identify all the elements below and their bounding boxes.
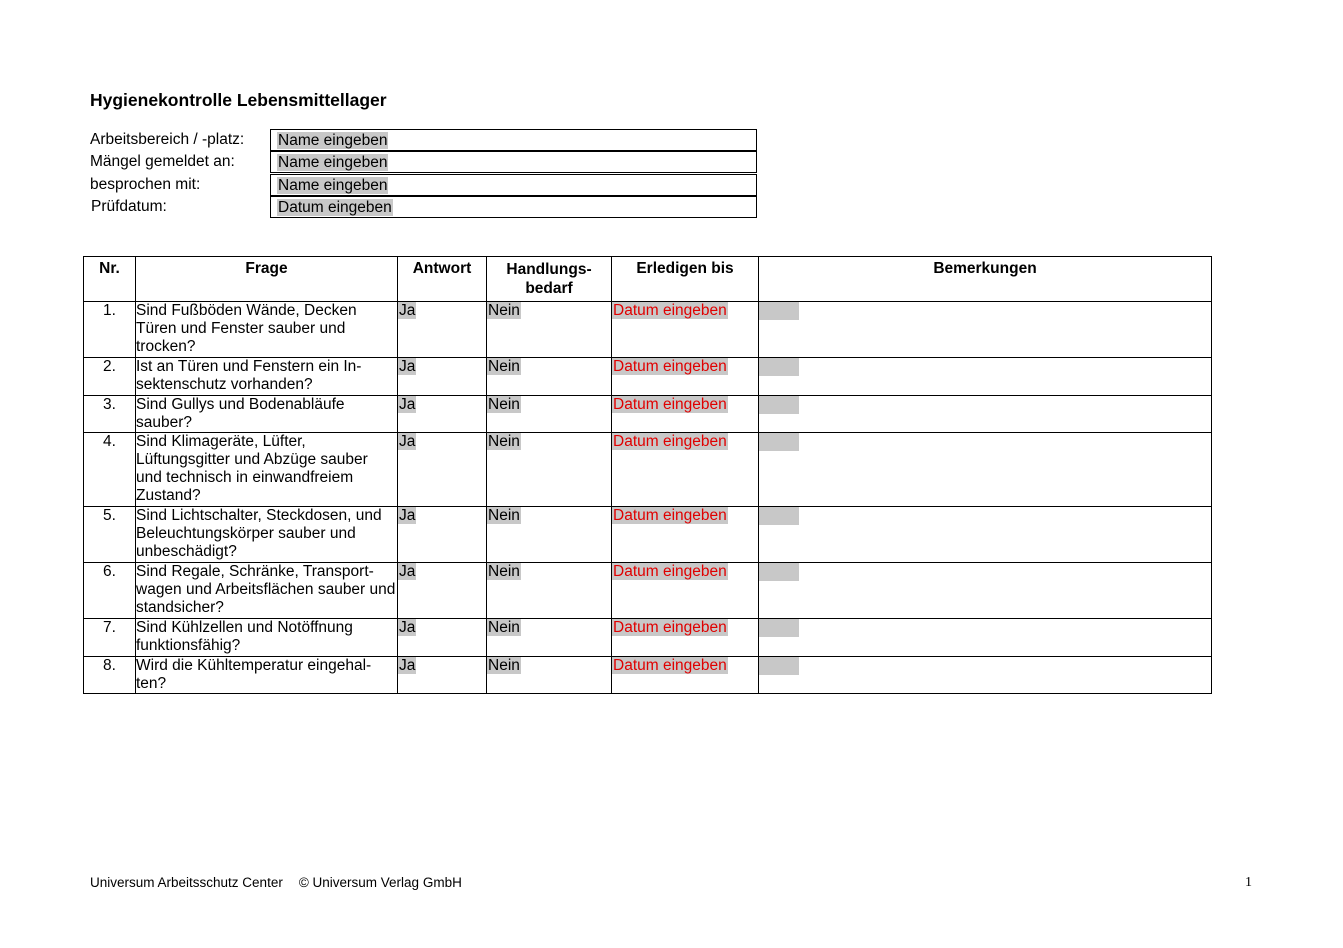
due-date-field[interactable]: Datum eingeben (613, 507, 727, 524)
answer-cell[interactable] (398, 507, 487, 563)
answer-field[interactable]: Ja (399, 433, 416, 450)
remarks-field[interactable] (759, 396, 799, 414)
row-number: 8. (84, 657, 136, 694)
document-title: Hygienekontrolle Lebensmittellager (90, 90, 387, 110)
answer-field[interactable]: Ja (399, 302, 416, 319)
action-needed-field[interactable]: Nein (488, 657, 520, 674)
due-date-cell[interactable] (612, 563, 759, 619)
due-date-cell[interactable] (612, 657, 759, 694)
table-row (84, 396, 1212, 433)
remarks-field[interactable] (759, 433, 799, 451)
remarks-cell[interactable] (759, 358, 1212, 396)
question-text: Sind Gullys und Bodenabläufe sauber? (136, 396, 398, 433)
arbeitsbereich-field[interactable] (270, 129, 757, 151)
action-needed-cell[interactable] (487, 563, 612, 619)
question-text: Sind Regale, Schränke, Transport-wagen und Arbeitsflächen sauber und standsicher? (136, 563, 398, 619)
checklist-table (83, 256, 1212, 694)
answer-field[interactable]: Ja (399, 657, 416, 674)
header-handlungsbedarf: Handlungs- bedarf (487, 257, 612, 302)
header-bemerkungen: Bemerkungen (759, 257, 1212, 302)
table-row (84, 358, 1212, 396)
answer-field[interactable]: Ja (399, 563, 416, 580)
action-needed-cell[interactable] (487, 358, 612, 396)
answer-cell[interactable] (398, 657, 487, 694)
remarks-field[interactable] (759, 657, 799, 675)
due-date-field[interactable]: Datum eingeben (613, 619, 727, 636)
remarks-field[interactable] (759, 358, 799, 376)
footer-copyright: © Universum Verlag GmbH (298, 875, 462, 890)
remarks-cell[interactable] (759, 563, 1212, 619)
header-antwort: Antwort (398, 257, 487, 302)
row-number: 5. (84, 507, 136, 563)
header-frage: Frage (136, 257, 398, 302)
maengel-gemeldet-field[interactable] (270, 151, 757, 173)
answer-cell[interactable] (398, 302, 487, 358)
action-needed-field[interactable]: Nein (488, 563, 520, 580)
remarks-cell[interactable] (759, 657, 1212, 694)
field-value[interactable]: Name eingeben (278, 177, 388, 194)
due-date-cell[interactable] (612, 619, 759, 657)
row-number: 6. (84, 563, 136, 619)
table-row (84, 619, 1212, 657)
action-needed-field[interactable]: Nein (488, 619, 520, 636)
question-text: Ist an Türen und Fenstern ein In-sektenschutz vorhanden? (136, 358, 398, 396)
answer-field[interactable]: Ja (399, 358, 416, 375)
due-date-field[interactable]: Datum eingeben (613, 302, 727, 319)
table-row (84, 433, 1212, 507)
due-date-cell[interactable] (612, 302, 759, 358)
due-date-field[interactable]: Datum eingeben (613, 433, 727, 450)
action-needed-cell[interactable] (487, 507, 612, 563)
question-text: Sind Lichtschalter, Steckdosen, und Beleuchtungskörper sauber und unbeschädigt? (136, 507, 398, 563)
action-needed-field[interactable]: Nein (488, 396, 520, 413)
row-number: 1. (84, 302, 136, 358)
remarks-cell[interactable] (759, 302, 1212, 358)
table-header-row (84, 257, 1212, 302)
answer-field[interactable]: Ja (399, 619, 416, 636)
action-needed-field[interactable]: Nein (488, 302, 520, 319)
answer-cell[interactable] (398, 396, 487, 433)
question-text: Sind Klimageräte, Lüfter, Lüftungsgitter und Abzüge sauber und technisch in einwandfreiem Zustand? (136, 433, 398, 507)
pruefdatum-field[interactable] (270, 196, 757, 218)
remarks-field[interactable] (759, 507, 799, 525)
form-label: besprochen mit: (90, 176, 201, 193)
footer (90, 875, 478, 890)
answer-field[interactable]: Ja (399, 396, 416, 413)
due-date-cell[interactable] (612, 358, 759, 396)
due-date-cell[interactable] (612, 396, 759, 433)
action-needed-field[interactable]: Nein (488, 507, 520, 524)
page-number: 1 (1245, 875, 1252, 890)
form-label: Prüfdatum: (91, 198, 167, 215)
remarks-field[interactable] (759, 619, 799, 637)
footer-publisher: Universum Arbeitsschutz Center (90, 875, 283, 890)
row-number: 7. (84, 619, 136, 657)
question-text: Sind Kühlzellen und Notöffnung funktionsfähig? (136, 619, 398, 657)
action-needed-cell[interactable] (487, 657, 612, 694)
due-date-cell[interactable] (612, 433, 759, 507)
action-needed-cell[interactable] (487, 619, 612, 657)
action-needed-cell[interactable] (487, 396, 612, 433)
row-number: 3. (84, 396, 136, 433)
answer-cell[interactable] (398, 563, 487, 619)
action-needed-field[interactable]: Nein (488, 358, 520, 375)
answer-field[interactable]: Ja (399, 507, 416, 524)
row-number: 4. (84, 433, 136, 507)
answer-cell[interactable] (398, 619, 487, 657)
table-row (84, 507, 1212, 563)
due-date-field[interactable]: Datum eingeben (613, 563, 727, 580)
action-needed-cell[interactable] (487, 302, 612, 358)
remarks-cell[interactable] (759, 396, 1212, 433)
answer-cell[interactable] (398, 433, 487, 507)
table-row (84, 302, 1212, 358)
header-erledigen-bis: Erledigen bis (612, 257, 759, 302)
due-date-cell[interactable] (612, 507, 759, 563)
field-value[interactable]: Name eingeben (278, 154, 388, 171)
remarks-cell[interactable] (759, 619, 1212, 657)
field-value[interactable]: Name eingeben (278, 132, 388, 149)
due-date-field[interactable]: Datum eingeben (613, 657, 727, 674)
besprochen-mit-field[interactable] (270, 174, 757, 196)
table-row (84, 563, 1212, 619)
form-label: Mängel gemeldet an: (90, 153, 235, 170)
remarks-cell[interactable] (759, 507, 1212, 563)
due-date-field[interactable]: Datum eingeben (613, 396, 727, 413)
action-needed-cell[interactable] (487, 433, 612, 507)
question-text: Sind Fußböden Wände, Decken Türen und Fenster sauber und trocken? (136, 302, 398, 358)
question-text: Wird die Kühltemperatur eingehal-ten? (136, 657, 398, 694)
header-nr: Nr. (84, 257, 136, 302)
remarks-field[interactable] (759, 563, 799, 581)
action-needed-field[interactable]: Nein (488, 433, 520, 450)
table-row (84, 657, 1212, 694)
answer-cell[interactable] (398, 358, 487, 396)
form-label: Arbeitsbereich / -platz: (90, 131, 245, 148)
remarks-cell[interactable] (759, 433, 1212, 507)
due-date-field[interactable]: Datum eingeben (613, 358, 727, 375)
row-number: 2. (84, 358, 136, 396)
remarks-field[interactable] (759, 302, 799, 320)
field-value[interactable]: Datum eingeben (278, 199, 392, 216)
